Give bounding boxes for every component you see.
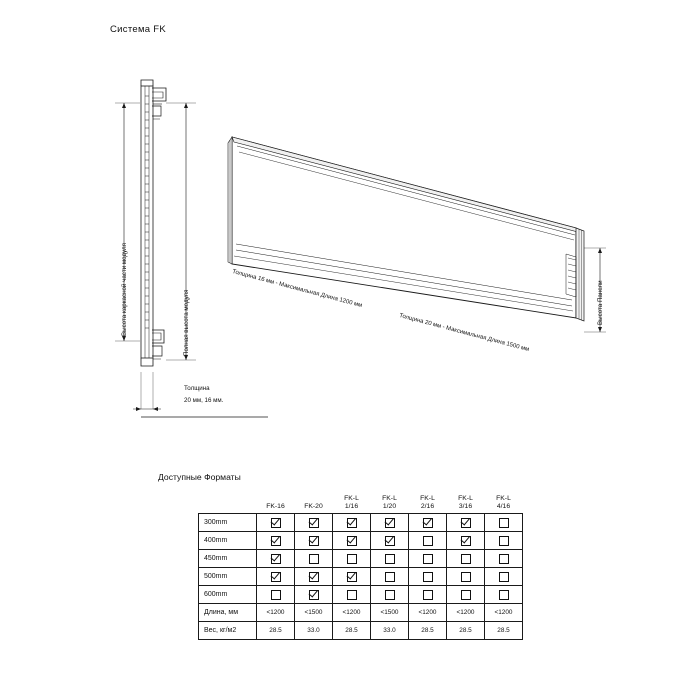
column-header-3 xyxy=(371,487,409,514)
checkbox[interactable] xyxy=(499,554,509,564)
cell-500mm-fk20[interactable] xyxy=(295,568,333,586)
column-header-6-line2: 4/16 xyxy=(496,503,511,511)
cell-450mm-fkl416[interactable] xyxy=(485,550,523,568)
length-fk20: <1500 xyxy=(295,604,333,622)
row-label-450mm: 450mm xyxy=(199,550,257,568)
weight-fk16: 28.5 xyxy=(257,622,295,640)
cell-300mm-fkl416[interactable] xyxy=(485,514,523,532)
column-header-2-line1: FK-L xyxy=(344,495,359,503)
weight-fkl216: 28.5 xyxy=(409,622,447,640)
cell-300mm-fkl316[interactable] xyxy=(447,514,485,532)
length-fkl316: <1200 xyxy=(447,604,485,622)
checkbox[interactable] xyxy=(461,590,471,600)
cell-600mm-fkl316[interactable] xyxy=(447,586,485,604)
table-header-row xyxy=(199,487,523,514)
checkbox[interactable] xyxy=(385,590,395,600)
row-label-length: Длина, мм xyxy=(199,604,257,622)
checkbox[interactable] xyxy=(423,536,433,546)
column-header-4-line1: FK-L xyxy=(420,495,435,503)
cell-400mm-fkl116[interactable] xyxy=(333,532,371,550)
cell-600mm-fk20[interactable] xyxy=(295,586,333,604)
cell-400mm-fkl216[interactable] xyxy=(409,532,447,550)
checkbox[interactable] xyxy=(385,536,395,546)
cell-450mm-fkl216[interactable] xyxy=(409,550,447,568)
checkbox[interactable] xyxy=(499,536,509,546)
available-formats-table xyxy=(198,487,523,640)
checkbox[interactable] xyxy=(499,590,509,600)
checkbox[interactable] xyxy=(499,518,509,528)
cell-600mm-fkl416[interactable] xyxy=(485,586,523,604)
column-header-3-line2: 1/20 xyxy=(382,503,397,511)
label-panel-note-16: Толщина 16 мм - Максимальная Длина 1200 мм xyxy=(231,269,363,310)
checkbox[interactable] xyxy=(309,518,319,528)
checkbox[interactable] xyxy=(271,590,281,600)
cell-500mm-fkl216[interactable] xyxy=(409,568,447,586)
column-header-0-line2: FK-16 xyxy=(266,503,285,511)
checkbox[interactable] xyxy=(423,572,433,582)
cell-400mm-fkl120[interactable] xyxy=(371,532,409,550)
weight-fkl120: 33.0 xyxy=(371,622,409,640)
checkbox[interactable] xyxy=(309,590,319,600)
checkbox[interactable] xyxy=(309,536,319,546)
cell-500mm-fkl416[interactable] xyxy=(485,568,523,586)
checkbox[interactable] xyxy=(309,554,319,564)
checkbox[interactable] xyxy=(423,518,433,528)
checkbox[interactable] xyxy=(423,554,433,564)
table-row xyxy=(199,586,523,604)
column-header-5 xyxy=(447,487,485,514)
label-panel-height: Высота Панели xyxy=(597,280,604,325)
cell-450mm-fkl120[interactable] xyxy=(371,550,409,568)
cell-500mm-fkl316[interactable] xyxy=(447,568,485,586)
cell-400mm-fkl416[interactable] xyxy=(485,532,523,550)
checkbox[interactable] xyxy=(347,590,357,600)
cell-500mm-fkl116[interactable] xyxy=(333,568,371,586)
column-header-0 xyxy=(257,487,295,514)
cell-500mm-fkl120[interactable] xyxy=(371,568,409,586)
cell-450mm-fkl116[interactable] xyxy=(333,550,371,568)
cell-500mm-fk16[interactable] xyxy=(257,568,295,586)
column-header-4-line2: 2/16 xyxy=(420,503,435,511)
checkbox[interactable] xyxy=(499,572,509,582)
cell-400mm-fk20[interactable] xyxy=(295,532,333,550)
cell-600mm-fkl116[interactable] xyxy=(333,586,371,604)
table-caption: Доступные Форматы xyxy=(158,472,241,482)
checkbox[interactable] xyxy=(385,518,395,528)
cell-300mm-fkl216[interactable] xyxy=(409,514,447,532)
cell-400mm-fk16[interactable] xyxy=(257,532,295,550)
cell-450mm-fk16[interactable] xyxy=(257,550,295,568)
cell-400mm-fkl316[interactable] xyxy=(447,532,485,550)
cell-300mm-fkl116[interactable] xyxy=(333,514,371,532)
column-header-6-line1: FK-L xyxy=(496,495,511,503)
cell-600mm-fkl216[interactable] xyxy=(409,586,447,604)
cell-300mm-fkl120[interactable] xyxy=(371,514,409,532)
table-corner-cell xyxy=(199,487,257,514)
checkbox[interactable] xyxy=(461,536,471,546)
checkbox[interactable] xyxy=(461,572,471,582)
table-row xyxy=(199,532,523,550)
length-fkl120: <1500 xyxy=(371,604,409,622)
checkbox[interactable] xyxy=(385,554,395,564)
checkbox[interactable] xyxy=(309,572,319,582)
label-full-height: Полная высота модуля xyxy=(183,289,190,356)
checkbox[interactable] xyxy=(271,572,281,582)
label-panel-note-20: Толщина 20 мм - Максимальная Длина 1500 мм xyxy=(398,313,530,354)
label-thickness: Толщина xyxy=(184,385,210,392)
table-row xyxy=(199,550,523,568)
table-row xyxy=(199,514,523,532)
weight-fkl416: 28.5 xyxy=(485,622,523,640)
column-header-1-line2: FK-20 xyxy=(304,503,323,511)
weight-fkl316: 28.5 xyxy=(447,622,485,640)
column-header-2 xyxy=(333,487,371,514)
checkbox[interactable] xyxy=(461,518,471,528)
checkbox[interactable] xyxy=(385,572,395,582)
cell-300mm-fk20[interactable] xyxy=(295,514,333,532)
weight-fk20: 33.0 xyxy=(295,622,333,640)
checkbox[interactable] xyxy=(347,572,357,582)
row-label-300mm: 300mm xyxy=(199,514,257,532)
table-row-length xyxy=(199,604,523,622)
checkbox[interactable] xyxy=(347,536,357,546)
cell-600mm-fk16[interactable] xyxy=(257,586,295,604)
column-header-1 xyxy=(295,487,333,514)
page-title: Система FK xyxy=(110,24,167,35)
length-fkl116: <1200 xyxy=(333,604,371,622)
label-height-carcass: Высота каркасной части модуля xyxy=(121,243,128,336)
row-label-500mm: 500mm xyxy=(199,568,257,586)
cell-600mm-fkl120[interactable] xyxy=(371,586,409,604)
row-label-weight: Вес, кг/м2 xyxy=(199,622,257,640)
checkbox[interactable] xyxy=(423,590,433,600)
table-row-weight xyxy=(199,622,523,640)
table-row xyxy=(199,568,523,586)
checkbox[interactable] xyxy=(347,554,357,564)
checkbox[interactable] xyxy=(271,554,281,564)
cell-450mm-fk20[interactable] xyxy=(295,550,333,568)
length-fkl416: <1200 xyxy=(485,604,523,622)
length-fkl216: <1200 xyxy=(409,604,447,622)
weight-fkl116: 28.5 xyxy=(333,622,371,640)
column-header-2-line2: 1/16 xyxy=(344,503,359,511)
row-label-600mm: 600mm xyxy=(199,586,257,604)
column-header-3-line1: FK-L xyxy=(382,495,397,503)
column-header-6 xyxy=(485,487,523,514)
label-thickness-values: 20 мм, 16 мм. xyxy=(184,397,224,404)
column-header-5-line1: FK-L xyxy=(458,495,473,503)
checkbox[interactable] xyxy=(271,536,281,546)
checkbox[interactable] xyxy=(461,554,471,564)
length-fk16: <1200 xyxy=(257,604,295,622)
cell-300mm-fk16[interactable] xyxy=(257,514,295,532)
row-label-400mm: 400mm xyxy=(199,532,257,550)
column-header-4 xyxy=(409,487,447,514)
checkbox[interactable] xyxy=(271,518,281,528)
checkbox[interactable] xyxy=(347,518,357,528)
column-header-5-line2: 3/16 xyxy=(458,503,473,511)
cell-450mm-fkl316[interactable] xyxy=(447,550,485,568)
